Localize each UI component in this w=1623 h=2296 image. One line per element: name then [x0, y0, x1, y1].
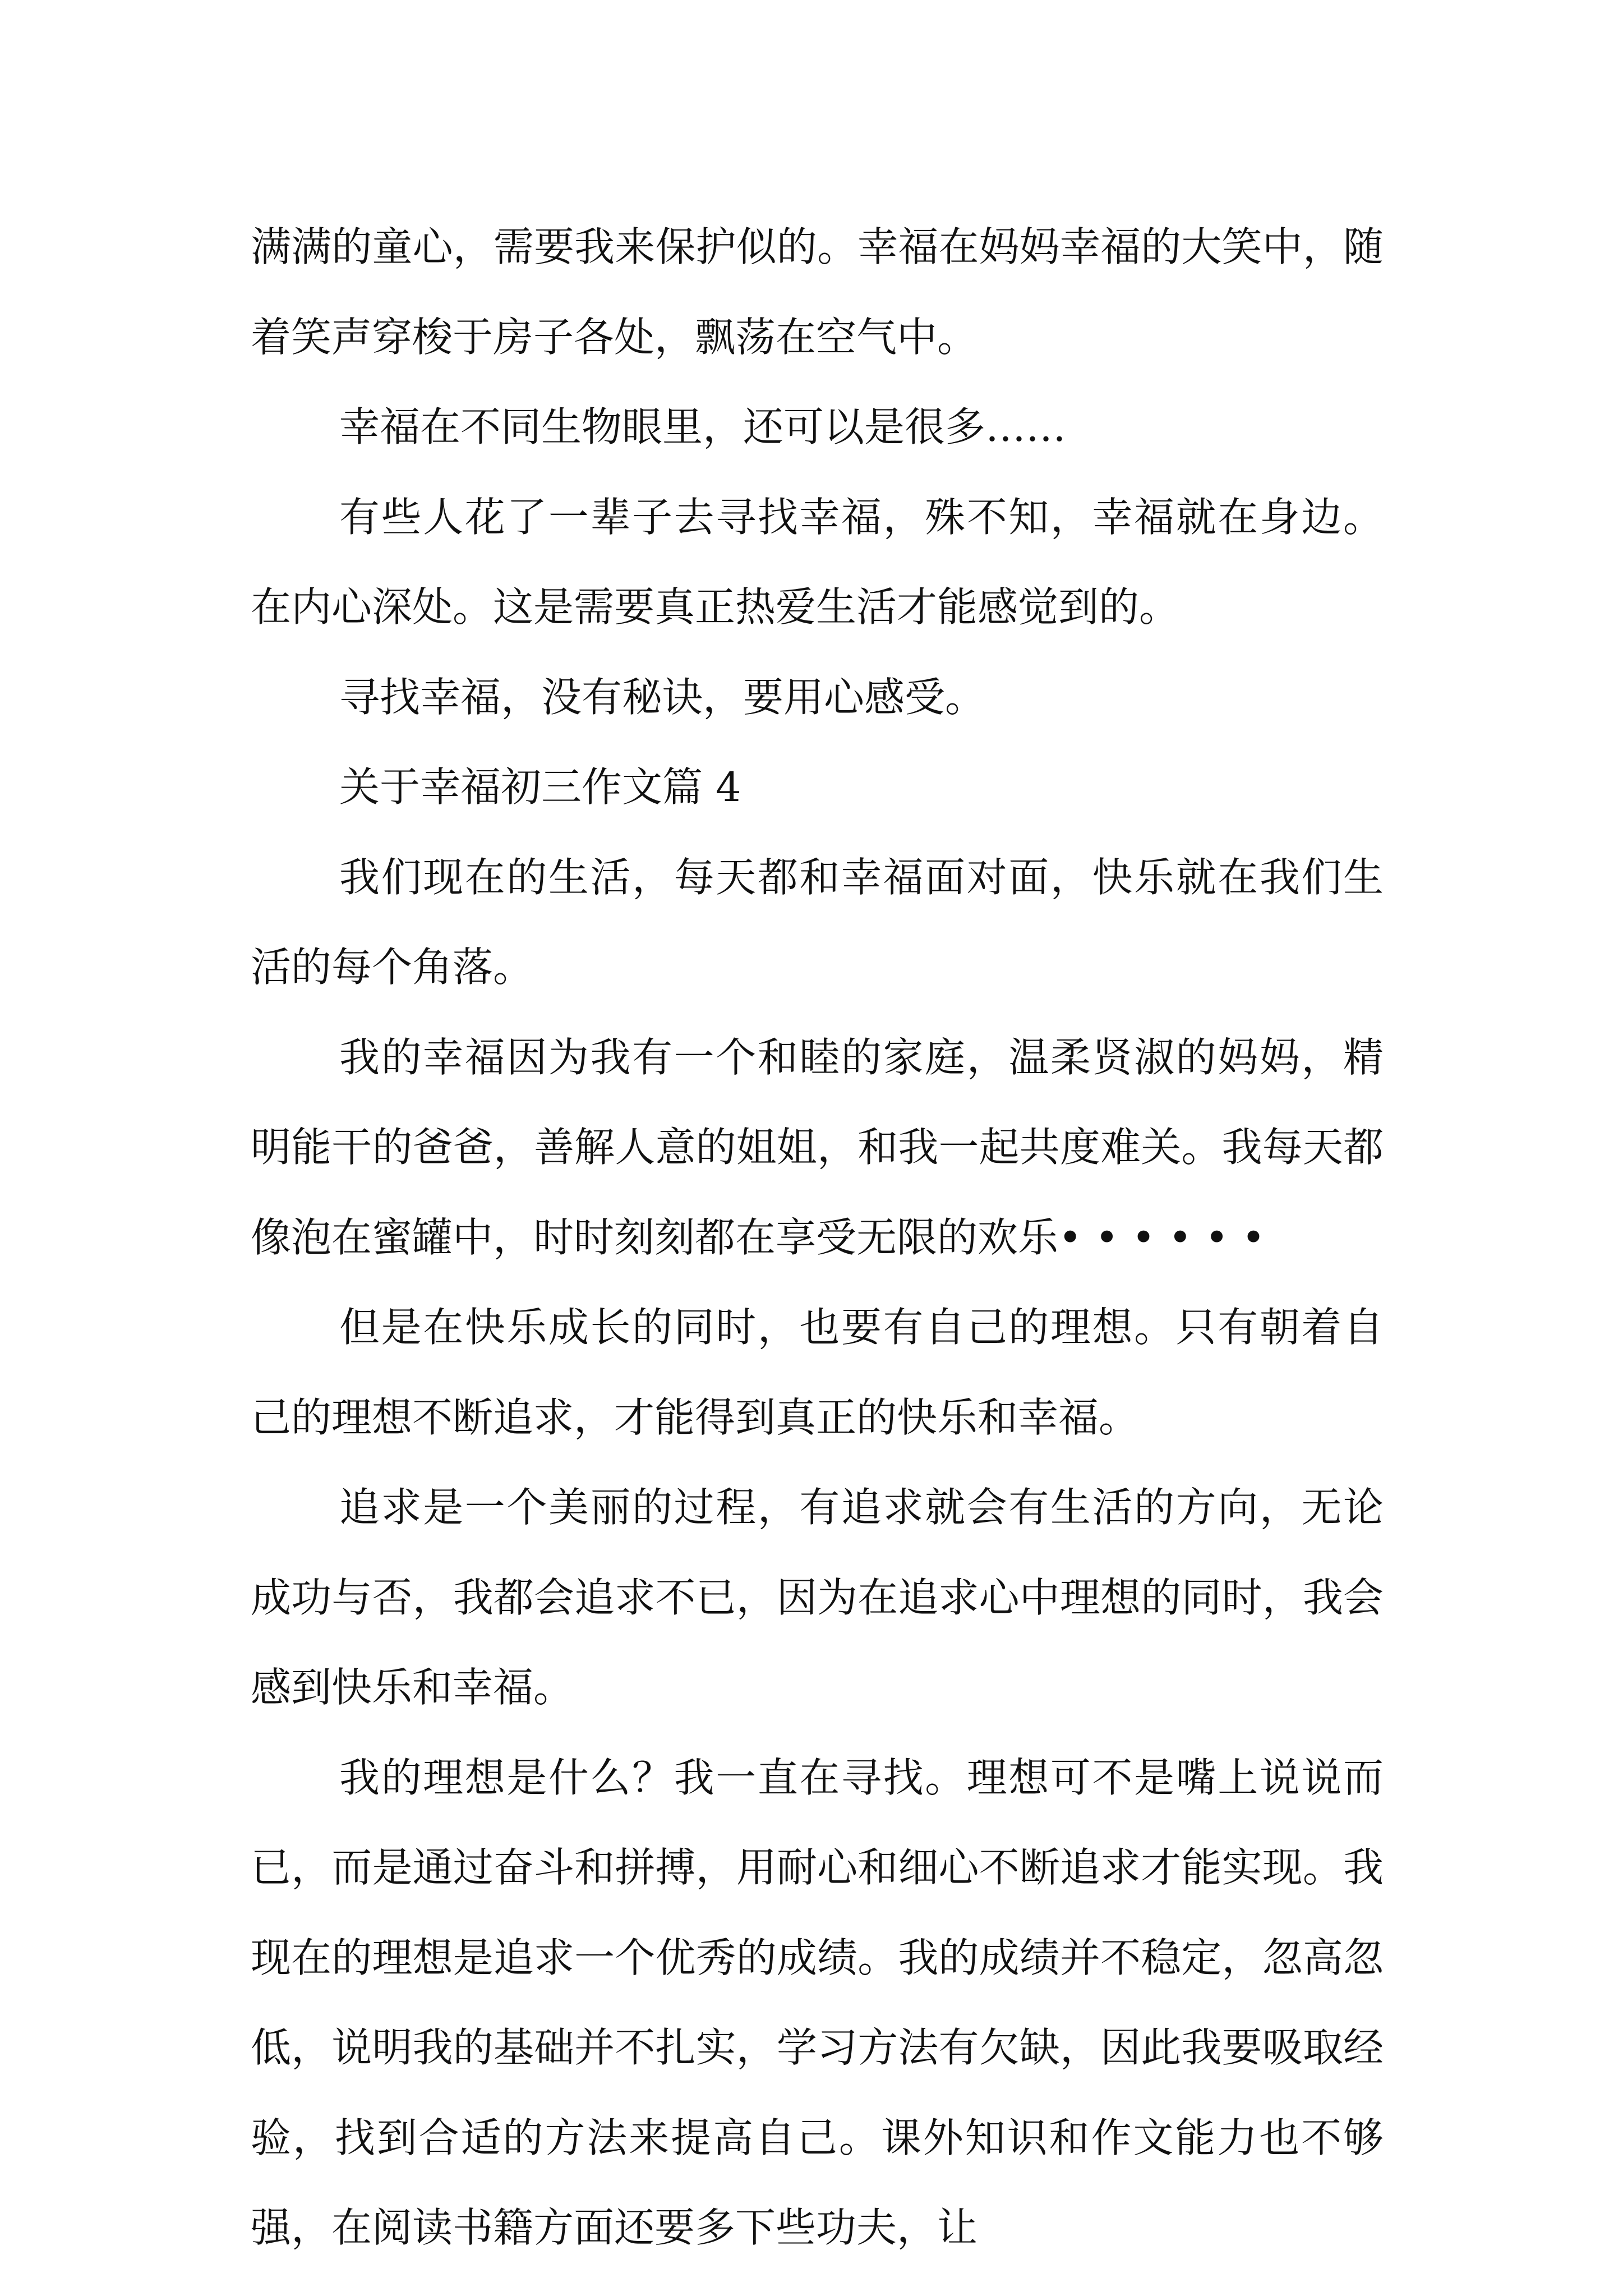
section-heading: 关于幸福初三作文篇 4	[339, 763, 741, 811]
paragraph: 寻找幸福，没有秘诀，要用心感受。	[339, 673, 986, 721]
paragraph: 我们现在的生活，每天都和幸福面对面，快乐就在我们生活的每个角落。	[251, 853, 1384, 991]
paragraph: 幸福在不同生物眼里，还可以是很多……	[339, 403, 1067, 450]
paragraph: 有些人花了一辈子去寻找幸福，殊不知，幸福就在身边。在内心深处。这是需要真正热爱生活才能感觉到的。	[251, 493, 1384, 631]
paragraph: 我的幸福因为我有一个和睦的家庭，温柔贤淑的妈妈，精明能干的爸爸，善解人意的姐姐，和我一起共度难关。我每天都像泡在蜜罐中，时时刻刻都在享受无限的欢乐• • • • • •	[251, 1033, 1384, 1261]
paragraph: 但是在快乐成长的同时，也要有自己的理想。只有朝着自己的理想不断追求，才能得到真正的快乐和幸福。	[251, 1304, 1384, 1441]
paragraph: 追求是一个美丽的过程，有追求就会有生活的方向，无论成功与否，我都会追求不已，因为在追求心中理想的同时，我会感到快乐和幸福。	[251, 1484, 1384, 1711]
paragraph: 我的理想是什么？我一直在寻找。理想可不是嘴上说说而已，而是通过奋斗和拼搏，用耐心和细心不断追求才能实现。我现在的理想是追求一个优秀的成绩。我的成绩并不稳定，忽高忽低，说明我的基础并不扎实，学习方法有欠缺，因此我要吸取经验，找到合适的方法来提高自己。课外知识和作文能力也不够强，在阅读书籍方面还要多下些功夫，让	[251, 1754, 1384, 2251]
paragraph: 满满的童心，需要我来保护似的。幸福在妈妈幸福的大笑中，随着笑声穿梭于房子各处，飘荡在空气中。	[251, 223, 1384, 361]
document-body	[251, 202, 1384, 2273]
